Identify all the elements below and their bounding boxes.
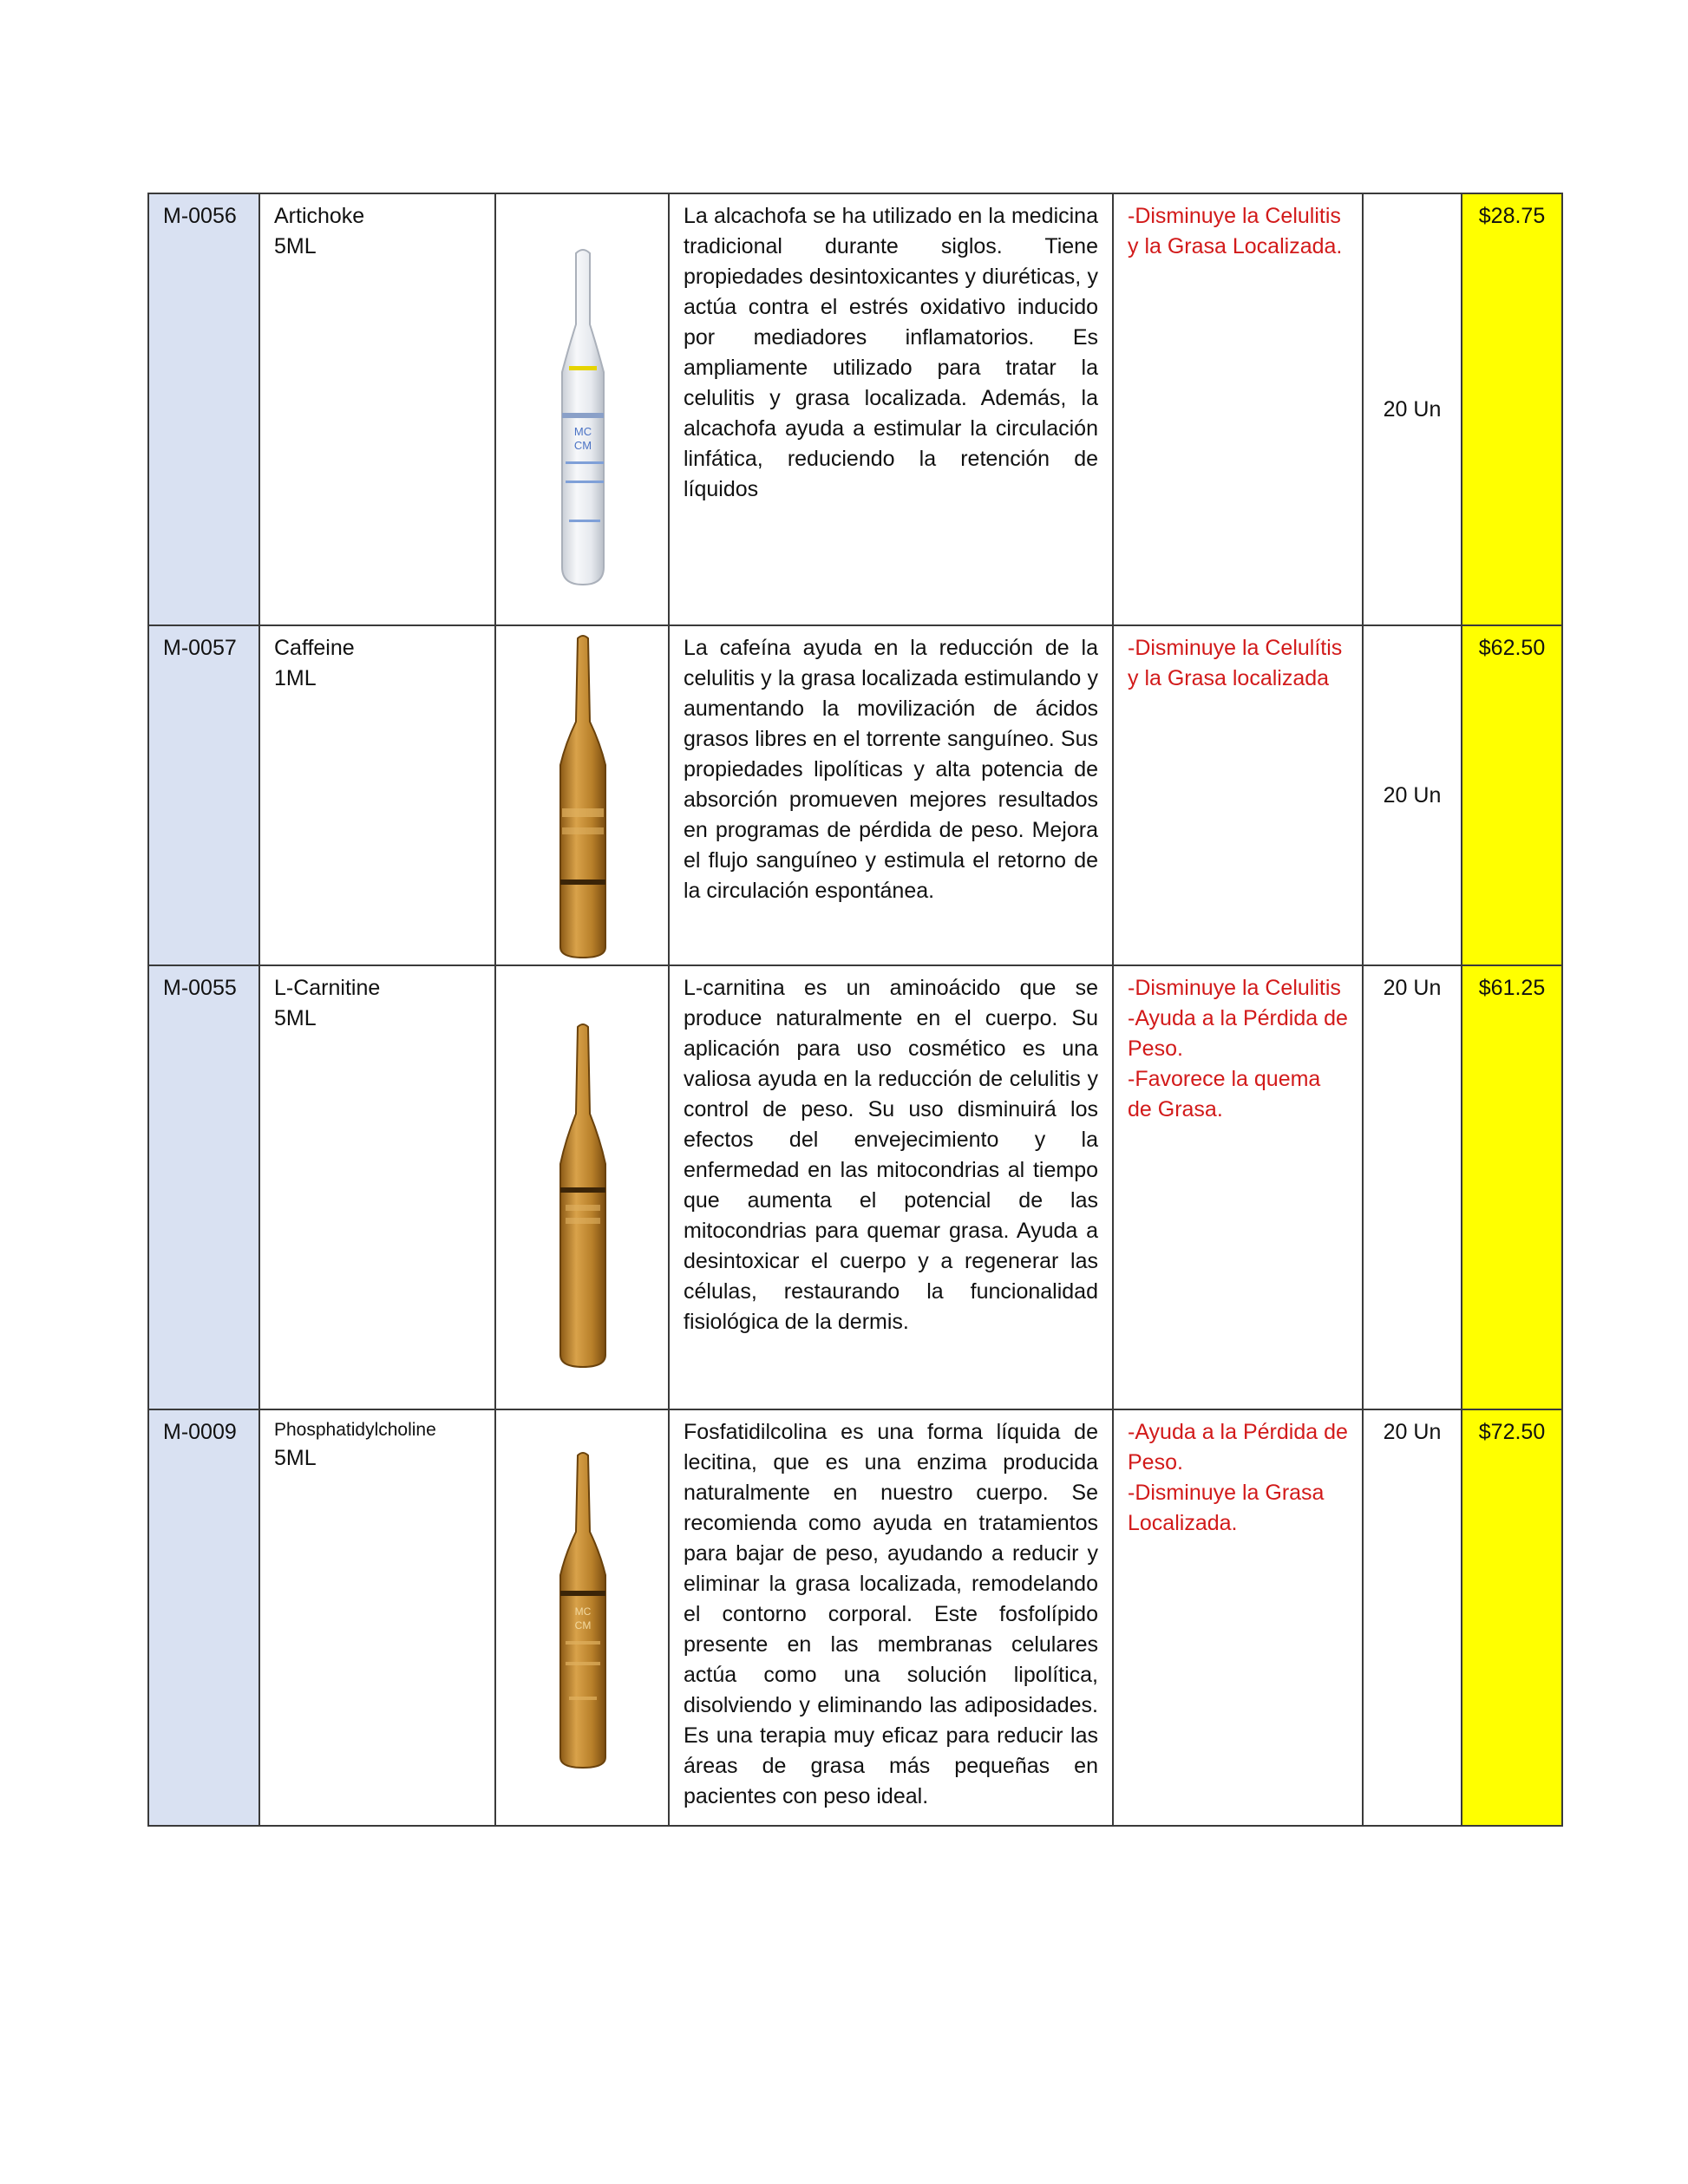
- svg-text:MC: MC: [574, 1605, 592, 1618]
- product-code: M-0055: [148, 965, 259, 1409]
- product-table: [147, 193, 1563, 1827]
- product-quantity: 20 Un: [1363, 965, 1462, 1409]
- clear-ampoule-vial-icon: [496, 194, 670, 626]
- product-benefits: [1113, 193, 1363, 625]
- product-description: La alcachofa se ha utilizado en la medicina tradicional durante siglos. Tiene propiedades desintoxicantes y diuréticas, y actúa contra el estrés oxidativo inducido por mediadores inflamatorios. Es ampliamente utilizado para tratar la celulitis y grasa localizada. Además, la alcachofa ayuda a estimular la circulación linfática, reduciendo la retención de líquidos: [669, 193, 1113, 625]
- product-image-cell: [495, 193, 669, 625]
- product-price: $28.75: [1462, 193, 1562, 625]
- svg-text:CM: CM: [573, 439, 592, 452]
- product-code: M-0056: [148, 193, 259, 625]
- product-benefits: [1113, 625, 1363, 965]
- product-benefits: [1113, 1409, 1363, 1826]
- benefit-item: -Disminuye la Grasa Localizada.: [1128, 1481, 1325, 1535]
- table-row: [148, 625, 1562, 965]
- table-row: [148, 965, 1562, 1409]
- svg-text:CM: CM: [574, 1619, 592, 1631]
- product-size: 5ML: [274, 1006, 317, 1030]
- product-name: Phosphatidylcholine: [274, 1420, 436, 1440]
- product-quantity: 20 Un: [1363, 625, 1462, 965]
- svg-text:MC: MC: [573, 425, 592, 438]
- product-image-cell: [495, 965, 669, 1409]
- product-name-cell: [259, 193, 495, 625]
- benefit-item: -Ayuda a la Pérdida de Peso.: [1128, 1006, 1348, 1061]
- product-description: Fosfatidilcolina es una forma líquida de lecitina, que es una enzima producida naturalmente en nuestro cuerpo. Se recomienda como ayuda en tratamientos para bajar de peso, ayudando a reducir y eliminar la grasa localizada, remodelando el contorno corporal. Este fosfolípido presente en las membranas celulares actúa como una solución lipolítica, disolviendo y eliminando las adiposidades. Es una terapia muy eficaz para reducir las áreas de grasa más pequeñas en pacientes con peso ideal.: [669, 1409, 1113, 1826]
- product-name: L-Carnitine: [274, 976, 381, 1000]
- benefit-item: -Disminuye la Celulitis y la Grasa Localizada.: [1128, 204, 1343, 258]
- amber-ampoule-vial-icon: [496, 966, 670, 1410]
- benefit-item: -Favorece la quema de Grasa.: [1128, 1067, 1321, 1121]
- product-quantity: 20 Un: [1363, 193, 1462, 625]
- product-size: 5ML: [274, 234, 317, 258]
- product-quantity: 20 Un: [1363, 1409, 1462, 1826]
- benefit-item: -Ayuda a la Pérdida de Peso.: [1128, 1420, 1348, 1475]
- product-size: 5ML: [274, 1446, 317, 1470]
- benefit-item: -Disminuye la Celulítis y la Grasa localizada: [1128, 636, 1343, 690]
- product-size: 1ML: [274, 666, 317, 690]
- product-code: M-0057: [148, 625, 259, 965]
- product-name-cell: [259, 1409, 495, 1826]
- product-image-cell: [495, 1409, 669, 1826]
- product-name: Caffeine: [274, 636, 355, 660]
- product-name-cell: [259, 625, 495, 965]
- product-description: La cafeína ayuda en la reducción de la celulitis y la grasa localizada estimulando y aumentando la movilización de ácidos grasos libres en el torrente sanguíneo. Sus propiedades lipolíticas y alta potencia de absorción promueven mejores resultados en programas de pérdida de peso. Mejora el flujo sanguíneo y estimula el retorno de la circulación espontánea.: [669, 625, 1113, 965]
- product-price: $72.50: [1462, 1409, 1562, 1826]
- product-image-cell: [495, 625, 669, 965]
- amber-ampoule-vial-icon: [496, 1410, 670, 1827]
- benefit-item: -Disminuye la Celulitis: [1128, 976, 1341, 1000]
- product-name: Artichoke: [274, 204, 365, 228]
- table-row: [148, 193, 1562, 625]
- product-code: M-0009: [148, 1409, 259, 1826]
- product-price: $62.50: [1462, 625, 1562, 965]
- table-row: [148, 1409, 1562, 1826]
- product-name-cell: [259, 965, 495, 1409]
- product-price: $61.25: [1462, 965, 1562, 1409]
- amber-ampoule-vial-icon: [496, 626, 670, 966]
- product-description: L-carnitina es un aminoácido que se produce naturalmente en el cuerpo. Su aplicación para uso cosmético es una valiosa ayuda en la reducción de celulitis y control de peso. Su uso disminuirá los efectos del envejecimiento y la enfermedad en las mitocondrias al tiempo que aumenta el potencial de las mitocondrias para quemar grasa. Ayuda a desintoxicar el cuerpo y a regenerar las células, restaurando la funcionalidad fisiológica de la dermis.: [669, 965, 1113, 1409]
- product-benefits: [1113, 965, 1363, 1409]
